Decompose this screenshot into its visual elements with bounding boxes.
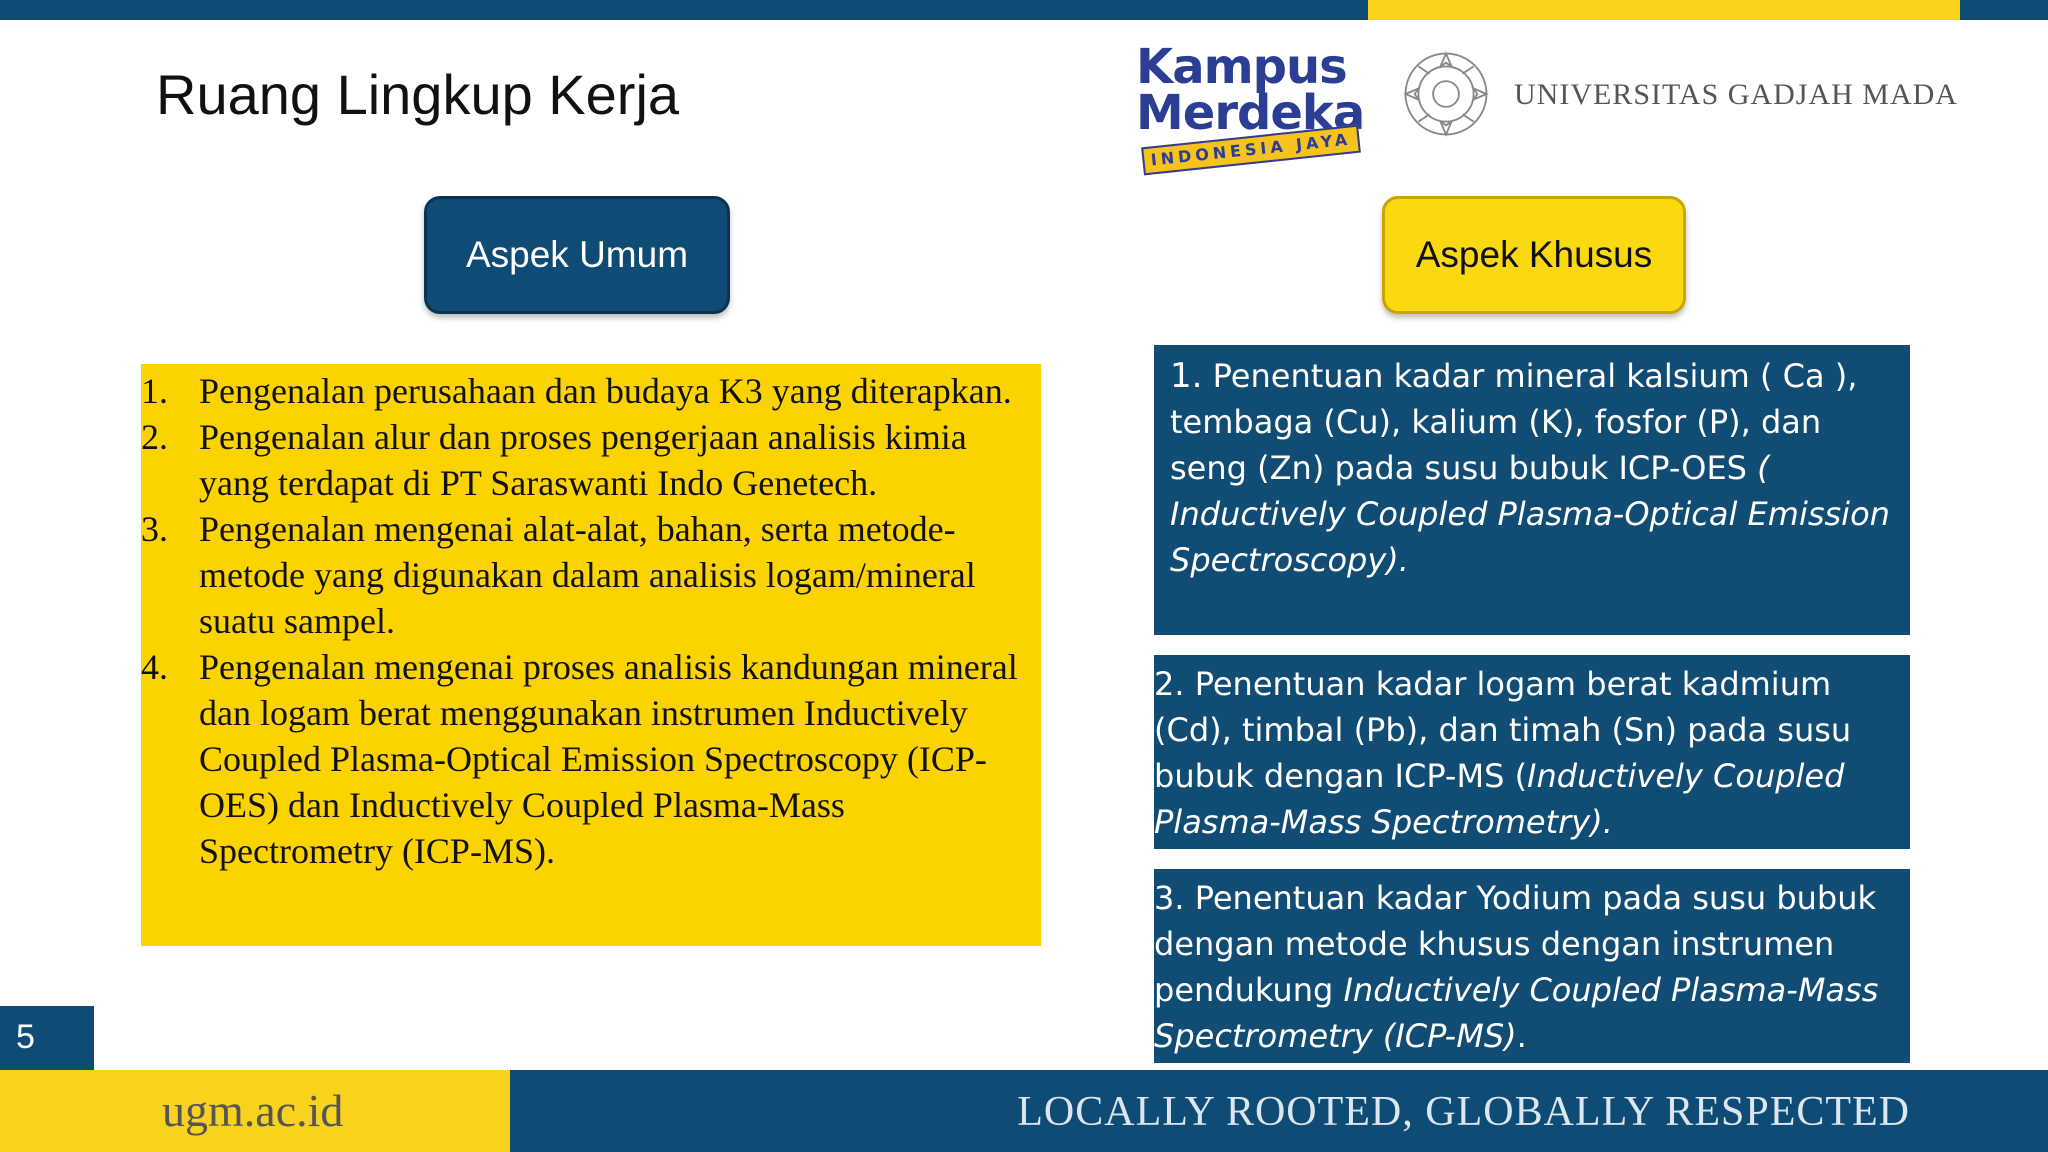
list-item-number: 3. (141, 509, 168, 549)
khusus-item-text: Penentuan kadar logam berat kadmium (Cd), timbal (Pb), dan timah (Sn) pada susu bubuk dengan ICP-MS ( (1154, 665, 1852, 795)
aspek-umum-button[interactable] (424, 196, 730, 314)
footer-right (510, 1070, 2048, 1152)
university-name: UNIVERSITAS GADJAH MADA (1514, 78, 1958, 111)
kampus-merdeka-line2: Merdeka (1136, 85, 1365, 141)
footer-left (0, 1070, 510, 1152)
kampus-merdeka-ribbon: INDONESIA JAYA (1141, 125, 1361, 176)
ugm-emblem-icon (1400, 48, 1492, 140)
khusus-item-number: 1. (1170, 356, 1203, 396)
khusus-item-text: Penentuan kadar mineral kalsium ( Ca ), tembaga (Cu), kalium (K), fosfor (P), dan seng (Zn) pada susu bubuk ICP-OES (1170, 357, 1858, 487)
slide-title: Ruang Lingkup Kerja (156, 63, 680, 126)
khusus-item-italic: Inductively Coupled Plasma-Mass Spectrometry (ICP-MS) (1154, 971, 1879, 1055)
aspek-khusus-item-2 (1154, 655, 1910, 849)
khusus-item-italic: ( Inductively Coupled Plasma-Optical Emission Spectroscopy). (1170, 449, 1890, 579)
kampus-merdeka-logo (1136, 39, 1366, 170)
aspek-khusus-label: Aspek Khusus (1415, 234, 1653, 275)
aspek-khusus-item-1 (1154, 345, 1910, 635)
aspek-khusus-item-3 (1154, 869, 1910, 1063)
footer-url: ugm.ac.id (162, 1085, 344, 1136)
aspek-umum-panel (141, 364, 1041, 946)
list-item (141, 368, 1031, 414)
top-bar-yellow (1368, 0, 1960, 20)
page-number: 5 (0, 1006, 94, 1070)
kampus-merdeka-line1: Kampus (1136, 39, 1347, 95)
list-item-text: Pengenalan mengenai proses analisis kandungan mineral dan logam berat menggunakan instrumen Inductively Coupled Plasma-Optical Emission Spectroscopy (ICP-OES) dan Inductively Coupled Plasma-Mass Spectrometry (ICP-MS). (199, 647, 1018, 871)
khusus-item-text: Penentuan kadar Yodium pada susu bubuk dengan metode khusus dengan instrumen pendukung (1154, 879, 1877, 1009)
aspek-umum-label: Aspek Umum (465, 234, 689, 275)
list-item (141, 644, 1031, 874)
list-item (141, 506, 1031, 644)
list-item-number: 4. (141, 647, 168, 687)
khusus-item-suffix: . (1516, 1017, 1527, 1055)
list-item-text: Pengenalan perusahaan dan budaya K3 yang diterapkan. (199, 371, 1012, 411)
khusus-item-number: 2. (1154, 665, 1185, 703)
khusus-item-number: 3. (1154, 879, 1185, 917)
khusus-item-italic: Inductively Coupled Plasma-Mass Spectrometry). (1154, 757, 1845, 841)
aspek-umum-list (141, 368, 1031, 874)
aspek-khusus-button[interactable] (1382, 196, 1686, 314)
list-item-number: 1. (141, 371, 168, 411)
list-item (141, 414, 1031, 506)
list-item-text: Pengenalan mengenai alat-alat, bahan, serta metode-metode yang digunakan dalam analisis logam/mineral suatu sampel. (199, 509, 976, 641)
footer-tagline: LOCALLY ROOTED, GLOBALLY RESPECTED (1017, 1089, 1910, 1135)
list-item-text: Pengenalan alur dan proses pengerjaan analisis kimia yang terdapat di PT Saraswanti Indo Genetech. (199, 417, 967, 503)
list-item-number: 2. (141, 417, 168, 457)
